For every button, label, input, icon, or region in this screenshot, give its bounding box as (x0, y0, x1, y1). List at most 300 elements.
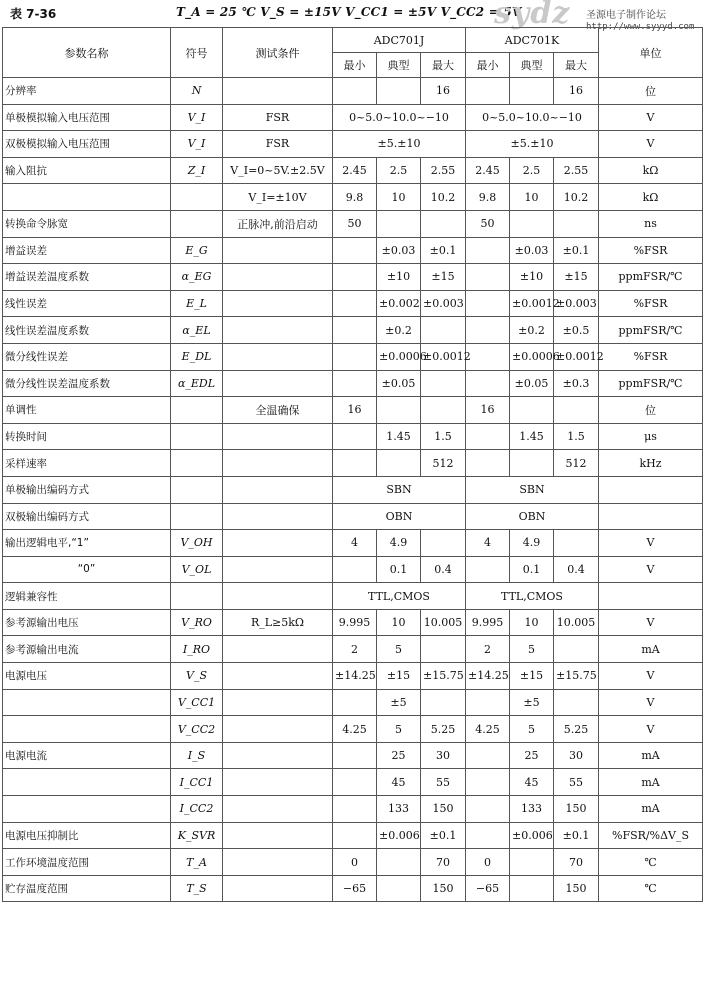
cell-k-typ: 25 (510, 742, 554, 769)
cell-k-max (554, 689, 599, 716)
cell-j-max: ±15.75 (421, 663, 466, 690)
cell-j-min: 0~5.0~10.0~−10 (333, 104, 466, 131)
cell-unit: V (599, 689, 703, 716)
cell-j-max: 150 (421, 796, 466, 823)
cell-j-typ (377, 849, 421, 876)
cell-sym (171, 397, 223, 424)
col-group-adc701k: ADC701K (466, 28, 599, 53)
cell-k-min: 0~5.0~10.0~−10 (466, 104, 599, 131)
cell-k-max: ±0.3 (554, 370, 599, 397)
cell-k-min: 9.8 (466, 184, 510, 211)
cell-k-typ (510, 875, 554, 902)
table-row (3, 849, 703, 876)
cell-j-min: 50 (333, 210, 377, 237)
cell-j-max: ±0.0012 (421, 343, 466, 370)
cell-sym: I_RO (171, 636, 223, 663)
cell-cond: 正脉冲,前沿启动 (223, 210, 333, 237)
cell-j-max: 5.25 (421, 716, 466, 743)
cell-name: 双极模拟输入电压范围 (3, 131, 171, 158)
cell-k-max: 5.25 (554, 716, 599, 743)
cell-j-min: ±14.25 (333, 663, 377, 690)
cell-unit: mA (599, 742, 703, 769)
cell-j-max: 512 (421, 450, 466, 477)
cell-j-min: SBN (333, 476, 466, 503)
table-row (3, 556, 703, 583)
cell-j-typ: ±0.002 (377, 290, 421, 317)
cell-j-min (333, 78, 377, 105)
cell-unit: ns (599, 210, 703, 237)
cell-k-min: 50 (466, 210, 510, 237)
cell-unit: V (599, 663, 703, 690)
cell-k-max: ±15.75 (554, 663, 599, 690)
cell-unit: mA (599, 769, 703, 796)
col-group-adc701j: ADC701J (333, 28, 466, 53)
cell-cond (223, 476, 333, 503)
cell-sym: E_L (171, 290, 223, 317)
cell-cond (223, 556, 333, 583)
cell-j-max (421, 636, 466, 663)
cell-k-min (466, 742, 510, 769)
cell-name: 双极输出编码方式 (3, 503, 171, 530)
cell-k-max: 16 (554, 78, 599, 105)
cell-k-min: 4.25 (466, 716, 510, 743)
cell-k-typ: 0.1 (510, 556, 554, 583)
cell-j-typ: 45 (377, 769, 421, 796)
cell-k-max: 150 (554, 875, 599, 902)
table-row (3, 689, 703, 716)
cell-k-typ: 2.5 (510, 157, 554, 184)
cell-k-typ (510, 210, 554, 237)
cell-name: 线性误差温度系数 (3, 317, 171, 344)
cell-cond (223, 716, 333, 743)
cell-cond (223, 822, 333, 849)
cell-k-min (466, 290, 510, 317)
table-row (3, 530, 703, 557)
table-row (3, 875, 703, 902)
table-row (3, 157, 703, 184)
cell-j-max (421, 397, 466, 424)
cell-sym: E_G (171, 237, 223, 264)
cell-name: 输出逻辑电平,“1” (3, 530, 171, 557)
cell-k-max: ±0.1 (554, 237, 599, 264)
watermark-site: 圣源电子制作论坛 (586, 10, 666, 21)
cell-j-max (421, 689, 466, 716)
cell-cond (223, 450, 333, 477)
cell-cond (223, 689, 333, 716)
cell-k-min (466, 237, 510, 264)
cell-j-typ: 0.1 (377, 556, 421, 583)
cell-name: 采样速率 (3, 450, 171, 477)
cell-j-min (333, 370, 377, 397)
cell-name: 线性误差 (3, 290, 171, 317)
header-row-1 (3, 28, 703, 53)
cell-unit: ℃ (599, 849, 703, 876)
cell-unit: μs (599, 423, 703, 450)
cell-j-max: ±15 (421, 264, 466, 291)
cell-name: 电源电流 (3, 742, 171, 769)
cell-j-typ (377, 78, 421, 105)
cell-sym: V_CC1 (171, 689, 223, 716)
cell-j-min: 2.45 (333, 157, 377, 184)
cell-cond (223, 317, 333, 344)
cell-sym: E_DL (171, 343, 223, 370)
cell-j-min: 4 (333, 530, 377, 557)
col-param: 参数名称 (3, 28, 171, 78)
cell-k-min: 2 (466, 636, 510, 663)
cell-j-min: TTL,CMOS (333, 583, 466, 610)
cell-name: 微分线性误差温度系数 (3, 370, 171, 397)
col-min: 最小 (333, 53, 377, 78)
cell-sym: V_RO (171, 609, 223, 636)
col-cond: 测试条件 (223, 28, 333, 78)
cell-sym: V_OL (171, 556, 223, 583)
cell-k-min (466, 796, 510, 823)
table-row (3, 264, 703, 291)
cell-name: 贮存温度范围 (3, 875, 171, 902)
col-symbol: 符号 (171, 28, 223, 78)
cell-k-typ: 10 (510, 609, 554, 636)
cell-unit: kΩ (599, 157, 703, 184)
cell-j-max: ±0.1 (421, 822, 466, 849)
table-row (3, 769, 703, 796)
cell-k-typ: ±0.03 (510, 237, 554, 264)
cell-k-min (466, 343, 510, 370)
cell-name (3, 689, 171, 716)
cell-sym (171, 210, 223, 237)
cell-name: 分辨率 (3, 78, 171, 105)
cell-j-min (333, 423, 377, 450)
cell-j-typ: ±0.006 (377, 822, 421, 849)
table-row (3, 583, 703, 610)
cell-k-typ (510, 450, 554, 477)
cell-unit (599, 476, 703, 503)
cell-k-typ: 10 (510, 184, 554, 211)
cell-sym (171, 184, 223, 211)
cell-cond (223, 875, 333, 902)
cell-sym: I_CC1 (171, 769, 223, 796)
cell-j-min: −65 (333, 875, 377, 902)
cell-unit: kHz (599, 450, 703, 477)
cell-name: 转换时间 (3, 423, 171, 450)
cell-sym: V_CC2 (171, 716, 223, 743)
cell-j-typ: 5 (377, 636, 421, 663)
cell-j-max: 10.2 (421, 184, 466, 211)
cell-j-min: 16 (333, 397, 377, 424)
cell-j-typ: 5 (377, 716, 421, 743)
cell-k-max (554, 397, 599, 424)
cell-k-typ (510, 849, 554, 876)
cell-j-typ (377, 450, 421, 477)
cell-unit (599, 503, 703, 530)
cell-name: 工作环境温度范围 (3, 849, 171, 876)
cell-k-min (466, 769, 510, 796)
cell-j-min (333, 290, 377, 317)
cell-j-typ: ±0.2 (377, 317, 421, 344)
cell-j-min (333, 343, 377, 370)
cell-unit: V (599, 556, 703, 583)
cell-j-max (421, 317, 466, 344)
cell-sym: α_EG (171, 264, 223, 291)
table-row (3, 290, 703, 317)
cell-j-max: 150 (421, 875, 466, 902)
cell-k-min: 2.45 (466, 157, 510, 184)
table-row (3, 503, 703, 530)
table-row (3, 609, 703, 636)
cell-j-min (333, 822, 377, 849)
cell-name: 微分线性误差 (3, 343, 171, 370)
cell-unit: mA (599, 796, 703, 823)
cell-sym: N (171, 78, 223, 105)
cell-name: 转换命令脉宽 (3, 210, 171, 237)
cell-name: 逻辑兼容性 (3, 583, 171, 610)
cell-name (3, 796, 171, 823)
table-row (3, 397, 703, 424)
test-conditions: T_A = 25 ℃ V_S = ±15V V_CC1 = ±5V V_CC2 = 5V (176, 5, 522, 19)
cell-name: 单极输出编码方式 (3, 476, 171, 503)
cell-k-min (466, 450, 510, 477)
cell-sym: K_SVR (171, 822, 223, 849)
cell-cond: FSR (223, 104, 333, 131)
col-unit: 单位 (599, 28, 703, 78)
cell-k-min: 4 (466, 530, 510, 557)
cell-unit: mA (599, 636, 703, 663)
cell-k-max: 2.55 (554, 157, 599, 184)
cell-unit: V (599, 716, 703, 743)
table-row (3, 210, 703, 237)
cell-k-typ: ±0.0006 (510, 343, 554, 370)
cell-cond (223, 78, 333, 105)
cell-sym: V_OH (171, 530, 223, 557)
cell-j-typ: ±0.0006 (377, 343, 421, 370)
cell-cond (223, 530, 333, 557)
cell-j-typ: 10 (377, 609, 421, 636)
cell-k-min (466, 822, 510, 849)
cell-sym: I_S (171, 742, 223, 769)
cell-name: 输入阻抗 (3, 157, 171, 184)
cell-cond: V_I=0~5V.±2.5V (223, 157, 333, 184)
cell-j-min: 4.25 (333, 716, 377, 743)
cell-j-min (333, 264, 377, 291)
cell-name: 参考源输出电流 (3, 636, 171, 663)
table-row (3, 317, 703, 344)
table-row (3, 450, 703, 477)
cell-j-min: 9.995 (333, 609, 377, 636)
cell-j-typ: 4.9 (377, 530, 421, 557)
cell-j-min (333, 556, 377, 583)
cell-cond (223, 237, 333, 264)
cell-j-min (333, 237, 377, 264)
cell-cond: FSR (223, 131, 333, 158)
cell-cond (223, 636, 333, 663)
cell-name: 单调性 (3, 397, 171, 424)
cell-j-max: 0.4 (421, 556, 466, 583)
cell-unit: %FSR/%ΔV_S (599, 822, 703, 849)
cell-cond: V_I=±10V (223, 184, 333, 211)
cell-unit: ppmFSR/℃ (599, 370, 703, 397)
cell-unit: ppmFSR/℃ (599, 317, 703, 344)
cell-k-min: ±14.25 (466, 663, 510, 690)
cell-k-typ: 4.9 (510, 530, 554, 557)
table-row (3, 343, 703, 370)
cell-k-typ: 45 (510, 769, 554, 796)
cell-k-min (466, 423, 510, 450)
cell-cond (223, 264, 333, 291)
cell-j-typ: ±5 (377, 689, 421, 716)
cell-unit: V (599, 104, 703, 131)
cell-unit: kΩ (599, 184, 703, 211)
cell-j-max: ±0.1 (421, 237, 466, 264)
cell-cond (223, 663, 333, 690)
cell-name: 单极模拟输入电压范围 (3, 104, 171, 131)
cell-k-max (554, 636, 599, 663)
cell-sym (171, 583, 223, 610)
cell-j-max: 2.55 (421, 157, 466, 184)
table-row (3, 237, 703, 264)
table-row (3, 822, 703, 849)
cell-k-max: ±0.5 (554, 317, 599, 344)
table-row (3, 370, 703, 397)
cell-k-max: 70 (554, 849, 599, 876)
col-typ: 典型 (377, 53, 421, 78)
cell-unit: %FSR (599, 343, 703, 370)
cell-cond (223, 343, 333, 370)
cell-j-min (333, 742, 377, 769)
cell-k-max: 55 (554, 769, 599, 796)
cell-k-typ (510, 78, 554, 105)
cell-j-typ: 1.45 (377, 423, 421, 450)
cell-j-max: 16 (421, 78, 466, 105)
cell-j-min (333, 450, 377, 477)
cell-k-min (466, 317, 510, 344)
spec-table (2, 27, 703, 902)
cell-k-typ: ±0.2 (510, 317, 554, 344)
cell-j-min (333, 317, 377, 344)
cell-k-typ: ±0.05 (510, 370, 554, 397)
col-min: 最小 (466, 53, 510, 78)
cell-cond: R_L≥5kΩ (223, 609, 333, 636)
cell-k-typ: 5 (510, 636, 554, 663)
cell-sym: T_S (171, 875, 223, 902)
cell-k-typ: ±0.0012 (510, 290, 554, 317)
cell-j-max: 30 (421, 742, 466, 769)
cell-k-max: 10.005 (554, 609, 599, 636)
cell-unit: 位 (599, 78, 703, 105)
table-row (3, 796, 703, 823)
cell-k-typ: 5 (510, 716, 554, 743)
cell-sym: α_EL (171, 317, 223, 344)
cell-k-typ: ±10 (510, 264, 554, 291)
table-row (3, 476, 703, 503)
cell-j-min (333, 689, 377, 716)
table-row (3, 716, 703, 743)
cell-k-max (554, 530, 599, 557)
cell-k-min: 0 (466, 849, 510, 876)
cell-name: 电源电压抑制比 (3, 822, 171, 849)
cell-name: 参考源输出电压 (3, 609, 171, 636)
cell-name (3, 769, 171, 796)
cell-j-typ (377, 397, 421, 424)
cell-cond (223, 370, 333, 397)
cell-j-typ: ±0.05 (377, 370, 421, 397)
cell-j-max (421, 370, 466, 397)
cell-cond (223, 769, 333, 796)
cell-j-max: 55 (421, 769, 466, 796)
cell-unit: V (599, 609, 703, 636)
cell-k-min (466, 78, 510, 105)
cell-k-max: 10.2 (554, 184, 599, 211)
cell-k-min: ±5.±10 (466, 131, 599, 158)
cell-name: 增益误差温度系数 (3, 264, 171, 291)
table-number: 表 7-36 (10, 7, 57, 21)
cell-unit (599, 583, 703, 610)
cell-k-max: 0.4 (554, 556, 599, 583)
cell-cond (223, 742, 333, 769)
cell-j-min: 9.8 (333, 184, 377, 211)
cell-name: 增益误差 (3, 237, 171, 264)
cell-sym: T_A (171, 849, 223, 876)
cell-k-max: ±0.003 (554, 290, 599, 317)
cell-k-min: TTL,CMOS (466, 583, 599, 610)
cell-sym: α_EDL (171, 370, 223, 397)
cell-j-max (421, 210, 466, 237)
cell-sym: I_CC2 (171, 796, 223, 823)
cell-k-max: 1.5 (554, 423, 599, 450)
cell-k-typ: 1.45 (510, 423, 554, 450)
col-max: 最大 (554, 53, 599, 78)
cell-sym: V_I (171, 131, 223, 158)
cell-k-typ: 133 (510, 796, 554, 823)
cell-unit: ppmFSR/℃ (599, 264, 703, 291)
cell-j-typ: 133 (377, 796, 421, 823)
cell-j-min (333, 796, 377, 823)
cell-k-min (466, 556, 510, 583)
cell-k-min (466, 689, 510, 716)
cell-sym: V_S (171, 663, 223, 690)
cell-k-max (554, 210, 599, 237)
cell-k-typ: ±15 (510, 663, 554, 690)
watermark-url: http://www.syyyd.com (586, 22, 695, 32)
cell-k-min: OBN (466, 503, 599, 530)
cell-cond (223, 796, 333, 823)
cell-k-min (466, 370, 510, 397)
cell-unit: ℃ (599, 875, 703, 902)
cell-k-max: 30 (554, 742, 599, 769)
cell-j-max: 10.005 (421, 609, 466, 636)
cell-j-min (333, 769, 377, 796)
cell-cond: 全温确保 (223, 397, 333, 424)
cell-k-min: −65 (466, 875, 510, 902)
cell-name: “0” (3, 556, 171, 583)
cell-j-min: ±5.±10 (333, 131, 466, 158)
cell-sym (171, 423, 223, 450)
cell-j-max: 70 (421, 849, 466, 876)
table-row (3, 104, 703, 131)
cell-k-min: SBN (466, 476, 599, 503)
col-max: 最大 (421, 53, 466, 78)
cell-k-min (466, 264, 510, 291)
cell-k-max: ±15 (554, 264, 599, 291)
col-typ: 典型 (510, 53, 554, 78)
cell-name (3, 184, 171, 211)
cell-j-min: 0 (333, 849, 377, 876)
cell-k-max: 150 (554, 796, 599, 823)
cell-unit: V (599, 530, 703, 557)
cell-sym (171, 450, 223, 477)
cell-name (3, 716, 171, 743)
table-row (3, 423, 703, 450)
cell-j-typ: ±0.03 (377, 237, 421, 264)
cell-unit: %FSR (599, 237, 703, 264)
